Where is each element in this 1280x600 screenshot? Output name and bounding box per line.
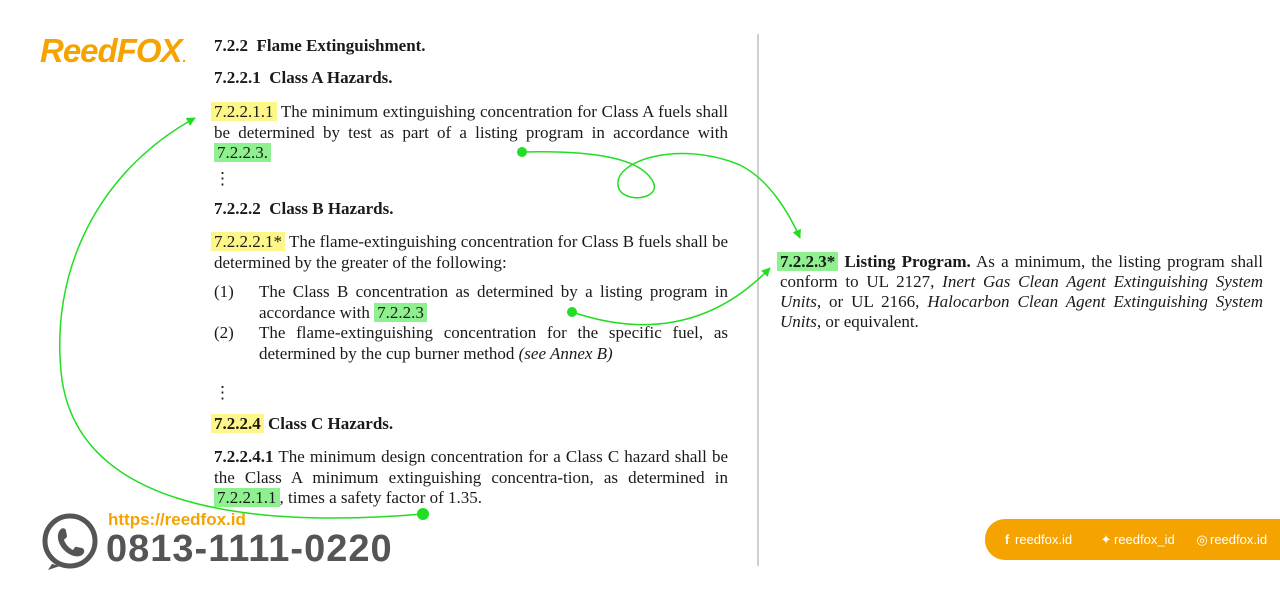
- instagram-link[interactable]: [1196, 532, 1267, 548]
- paragraph-text: The flame-extinguishing concentration for Class B fuels shall be determined by the greater of the following:: [214, 232, 729, 272]
- section-number: 7.2.2: [214, 36, 248, 55]
- section-title: Flame Extinguishment.: [256, 36, 426, 55]
- arrow-to-7-2-2-1-1-from-class-c: [60, 118, 423, 518]
- paragraph-text: The minimum extinguishing concentration for Class A fuels shall be determined by test as part of a listing program in accordance with: [214, 102, 728, 142]
- website-url[interactable]: https://reedfox.id: [108, 510, 246, 529]
- section-title: Class C Hazards.: [268, 414, 394, 433]
- social-media-bar: [985, 519, 1280, 560]
- facebook-icon: f: [1004, 532, 1010, 547]
- ellipsis-2: ⋮: [214, 383, 231, 402]
- section-number-highlight: 7.2.2.4: [211, 414, 264, 433]
- ellipsis-1: ⋮: [214, 169, 231, 188]
- logo-text: ReedFOX: [40, 32, 182, 69]
- paragraph-number: 7.2.2.4.1: [214, 447, 274, 466]
- section-number: 7.2.2.2: [214, 199, 261, 218]
- reference-7-2-2-3-link[interactable]: 7.2.2.3.: [214, 143, 271, 162]
- section-title: Listing Program.: [844, 252, 971, 271]
- instagram-icon: ◎: [1196, 532, 1208, 547]
- section-text-2: , or UL 2166,: [816, 292, 920, 311]
- arrow-to-7-2-2-3-from-class-b: [572, 268, 770, 325]
- standard-title-ul2166: Halocarbon Clean Agent Extinguishing System Units: [780, 292, 1263, 331]
- twitter-icon: ✦: [1100, 532, 1112, 547]
- annex-note: (see Annex B): [518, 343, 613, 363]
- instagram-handle: reedfox.id: [1210, 532, 1268, 547]
- section-title: Class A Hazards.: [269, 68, 393, 87]
- paragraph-number-highlight: 7.2.2.2.1*: [211, 232, 285, 251]
- arrow-origin-dot: [417, 508, 429, 520]
- list-item-number: (2): [214, 323, 234, 342]
- paragraph-tail: , times a safety factor of 1.35.: [279, 488, 483, 507]
- section-number: 7.2.2.1: [214, 68, 261, 87]
- arrow-to-7-2-2-3-from-class-a: [522, 152, 800, 238]
- section-text-1: As a minimum, the listing program shall conform to UL 2127,: [780, 252, 1263, 291]
- section-number-highlight: 7.2.2.3*: [777, 252, 838, 271]
- section-text-3: , or equivalent.: [816, 312, 919, 331]
- list-item-number: (1): [214, 282, 234, 301]
- twitter-handle: reedfox_id: [1114, 532, 1175, 547]
- list-item-text: The Class B concentration as determined by a listing program in accordance with: [259, 282, 728, 322]
- facebook-handle: reedfox.id: [1015, 532, 1073, 547]
- facebook-link[interactable]: [1001, 532, 1072, 547]
- whatsapp-phone-icon: [40, 512, 100, 572]
- arrow-origin-dot: [567, 307, 577, 317]
- reference-7-2-2-3-link-2[interactable]: 7.2.2.3: [374, 303, 427, 322]
- phone-number: 0813-1111-0220: [106, 528, 393, 570]
- twitter-link[interactable]: [1100, 532, 1175, 548]
- standard-title-ul2127: Inert Gas Clean Agent Extinguishing System Units: [780, 272, 1263, 311]
- section-title: Class B Hazards.: [269, 199, 394, 218]
- reference-7-2-2-1-1-link[interactable]: 7.2.2.1.1: [214, 488, 280, 507]
- arrow-origin-dot: [517, 147, 527, 157]
- logo-dot: .: [182, 49, 186, 65]
- paragraph-number-highlight: 7.2.2.1.1: [211, 102, 277, 121]
- list-item-text: The flame-extinguishing concentration for the specific fuel, as determined by the cup burner method: [259, 323, 728, 363]
- paragraph-text: The minimum design concentration for a Class C hazard shall be the Class A minimum extinguishing concentra-tion, as determined in: [214, 447, 729, 487]
